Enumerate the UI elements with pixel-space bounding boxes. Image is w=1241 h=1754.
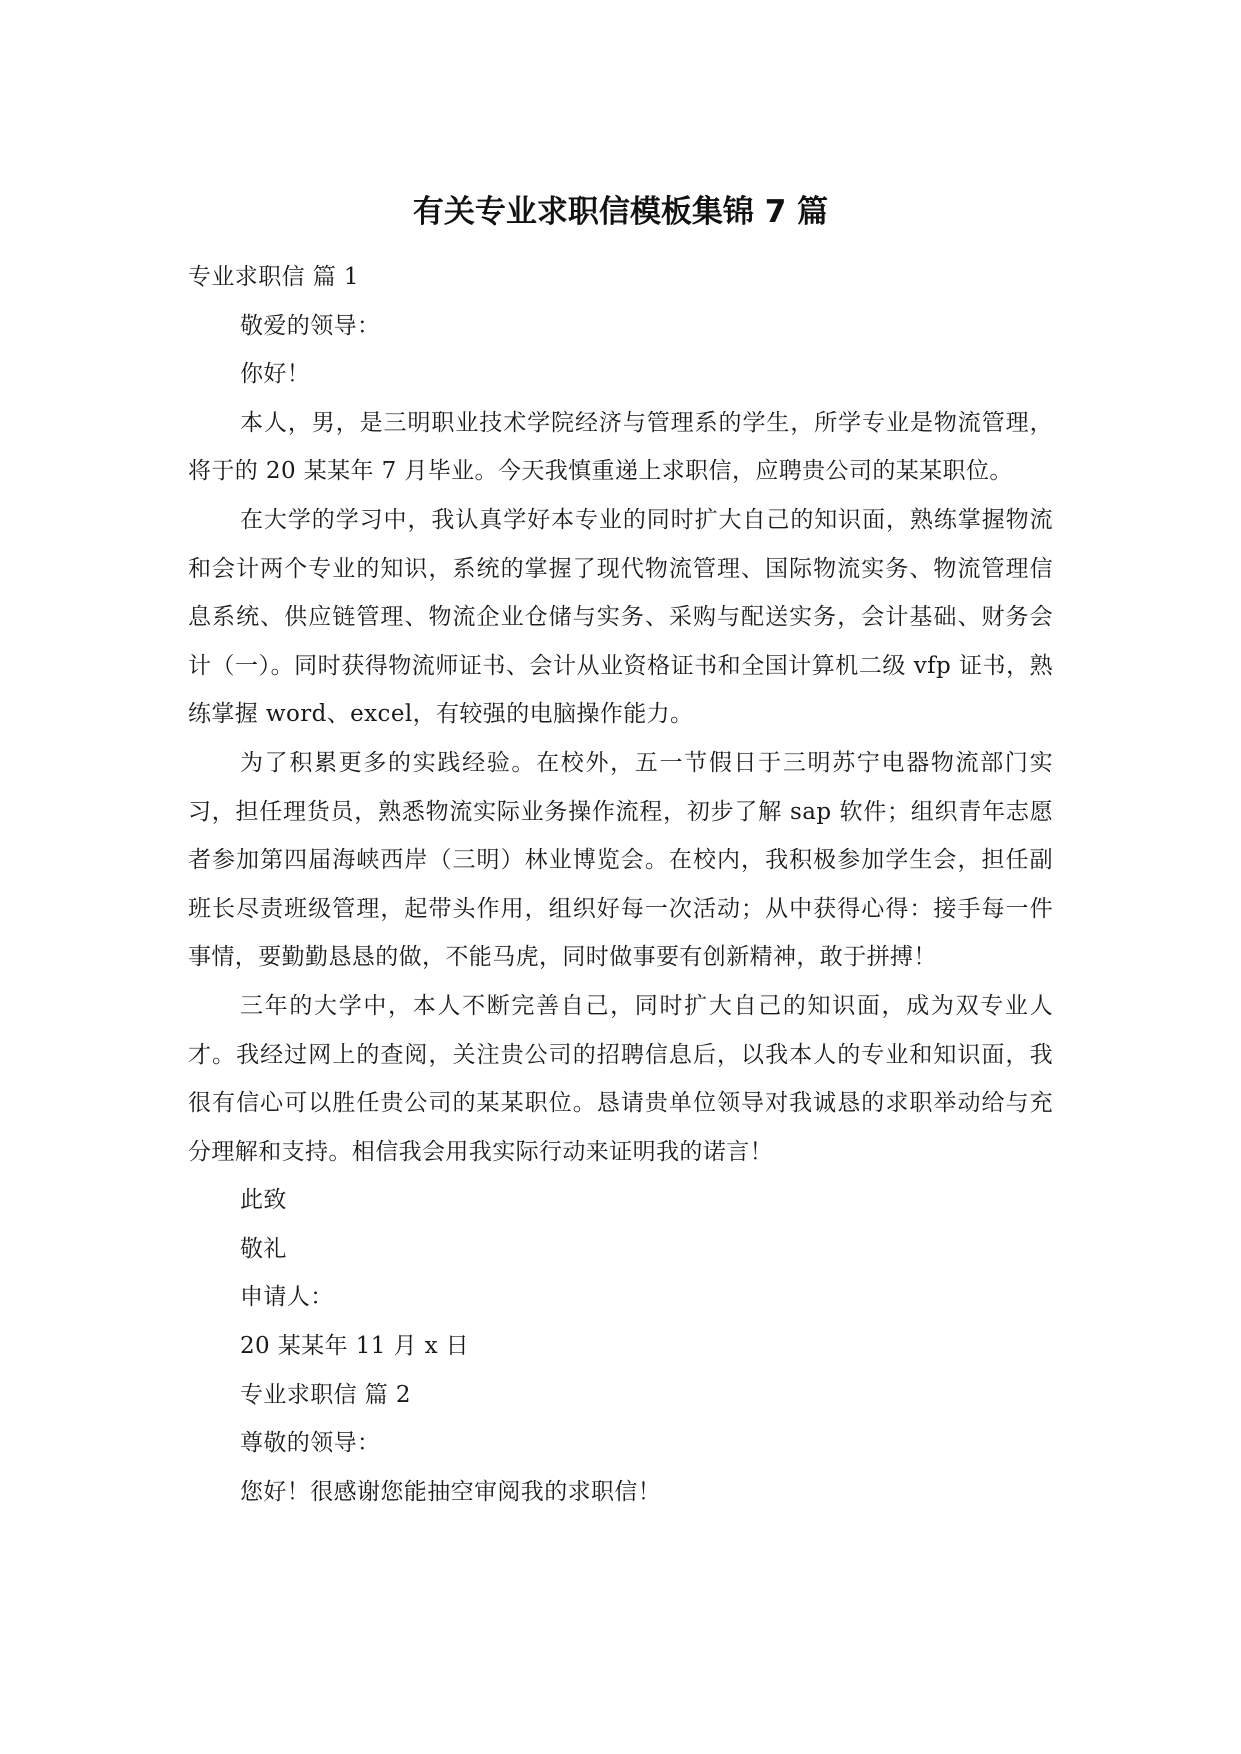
section-heading-1: 专业求职信 篇 1 xyxy=(188,264,359,290)
closing-line-1: 此致 xyxy=(240,1187,287,1214)
body-paragraph-study: 在大学的学习中，我认真学好本专业的同时扩大自己的知识面，熟练掌握物流和会计两个专业的知识，系统的掌握了现代物流管理、国际物流实务、物流管理信息系统、供应链管理、物流企业仓储与实务、采购与配送实务，会计基础、财务会计（一）。同时获得物流师证书、会计从业资格证书和全国计算机二级 vfp 证书，熟练掌握 word、excel，有较强的电脑操作能力。 xyxy=(188,506,1053,728)
salutation: 敬爱的领导： xyxy=(240,312,381,339)
letter-date: 20 某某年 11 月 x 日 xyxy=(240,1333,470,1360)
salutation-2: 尊敬的领导： xyxy=(240,1430,381,1457)
body-paragraph-intro: 本人，男，是三明职业技术学院经济与管理系的学生，所学专业是物流管理，将于的 20 某某年 7 月毕业。今天我慎重递上求职信，应聘贵公司的某某职位。 xyxy=(188,409,1053,485)
section-heading-2: 专业求职信 篇 2 xyxy=(240,1381,411,1408)
body-paragraph-practice: 为了积累更多的实践经验。在校外，五一节假日于三明苏宁电器物流部门实习，担任理货员，熟悉物流实际业务操作流程，初步了解 sap 软件；组织青年志愿者参加第四届海峡西岸（三明）林业博览会。在校内，我积极参加学生会，担任副班长尽责班级管理，起带头作用，组织好每一次活动；从中获得心得：接手每一件事情，要勤勤恳恳的做，不能马虎，同时做事要有创新精神，敢于拼搏！ xyxy=(188,749,1053,971)
closing-line-2: 敬礼 xyxy=(240,1235,287,1262)
document-body xyxy=(188,253,1053,1516)
body-paragraph-conclusion: 三年的大学中，本人不断完善自己，同时扩大自己的知识面，成为双专业人才。我经过网上的查阅，关注贵公司的招聘信息后，以我本人的专业和知识面，我很有信心可以胜任贵公司的某某职位。恳请贵单位领导对我诚恳的求职举动给与充分理解和支持。相信我会用我实际行动来证明我的诺言！ xyxy=(188,992,1053,1165)
applicant-signature: 申请人： xyxy=(240,1284,334,1311)
document-title: 有关专业求职信模板集锦 7 篇 xyxy=(412,194,829,230)
greeting-2: 您好！很感谢您能抽空审阅我的求职信！ xyxy=(240,1478,662,1505)
greeting: 你好！ xyxy=(240,361,311,388)
